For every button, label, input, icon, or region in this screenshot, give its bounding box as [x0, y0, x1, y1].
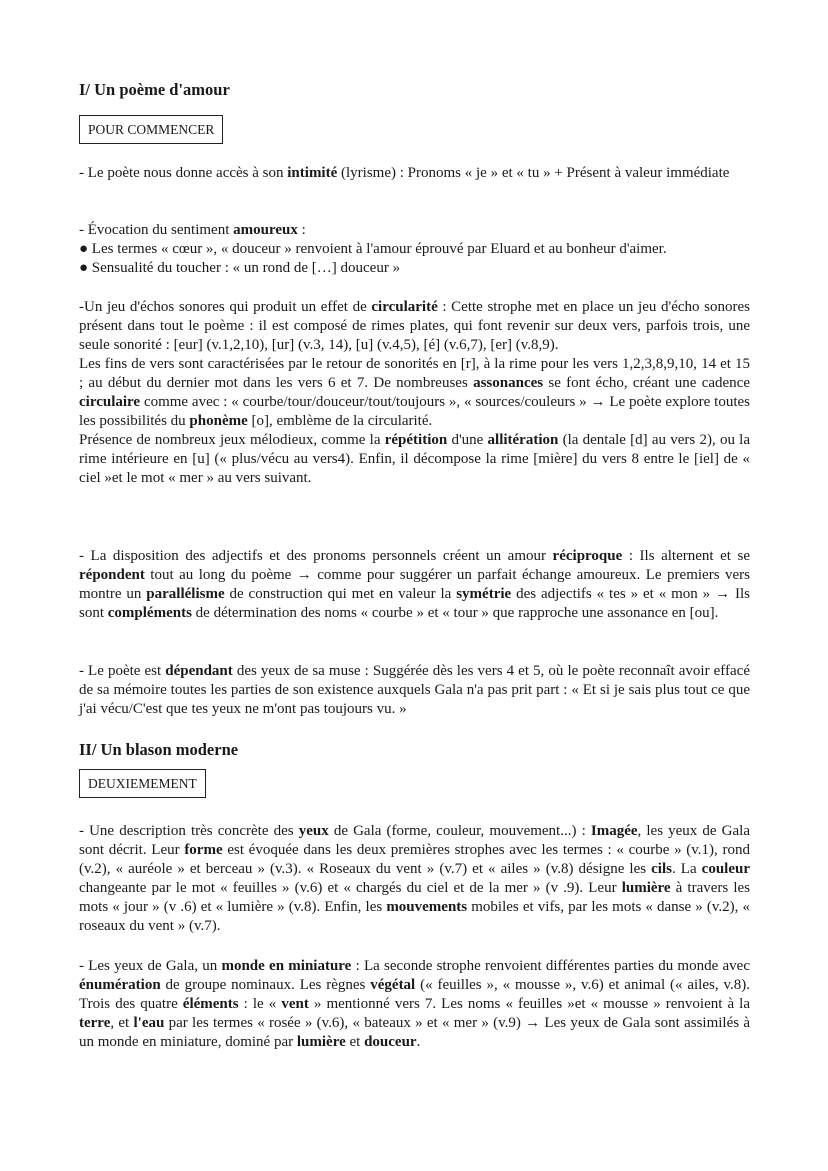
text: : La seconde strophe renvoient différentes parties du monde avec — [351, 958, 750, 974]
text: de Gala (forme, couleur, mouvement...) : — [328, 823, 591, 839]
paragraph-description — [79, 822, 750, 936]
text: se font écho, créant une cadence — [543, 375, 751, 391]
text: comme avec : « courbe/tour/douceur/tout/toujours », « sources/couleurs » → Le poète explore toutes les possibilités du — [79, 394, 750, 429]
text: Les fins de vers sont caractérisées par le retour de sonorités en [r], à la rime pour les vers 1,2,3,8,9,10, 14 et 15 ; au début du dernier mot dans les vers 6 et 7. De nombreuses — [79, 356, 750, 391]
bold-term: assonances — [473, 375, 544, 391]
bullet-item: ● Sensualité du toucher : « un rond de […] douceur » — [79, 260, 401, 276]
text: - La disposition des adjectifs et des pronoms personnels créent un amour — [79, 548, 553, 564]
tag-box-pour-commencer: POUR COMMENCER — [79, 115, 223, 144]
bold-term: circulaire — [79, 394, 141, 410]
bold-term: réciproque — [552, 548, 623, 564]
bold-term: cils — [651, 861, 672, 877]
text: de détermination des noms « courbe » et « tour » que rapproche une assonance en [ou]. — [191, 605, 719, 621]
bold-term: phonème — [189, 413, 248, 429]
section-title-1: I/ Un poème d'amour — [79, 80, 230, 99]
text: -Un jeu d'échos sonores qui produit un effet de — [79, 299, 372, 315]
text: , les yeux de Gala sont décrit. Leur — [79, 823, 750, 858]
bold-term: douceur — [364, 1034, 417, 1050]
text: . La — [671, 861, 702, 877]
text: par les termes « rosée » (v.6), « bateaux » et « mer » (v.9) → Les yeux de Gala sont assimilés à un monde en miniature, dominé par — [79, 1015, 751, 1050]
bold-term: terre — [79, 1015, 111, 1031]
bold-term: végétal — [370, 977, 416, 993]
bold-term: vent — [281, 996, 309, 1012]
bold-term: allitération — [487, 432, 559, 448]
text: - Le poète est — [79, 663, 166, 679]
text: : — [297, 222, 306, 238]
text: [o], emblème de la circularité. — [247, 413, 433, 429]
paragraph-intimite — [79, 164, 750, 183]
text: : Cette strophe met en place un jeu d'écho sonores présent dans tout le poème : il est composé de rimes plates, qui font revenir sur deux vers, parfois trois, une seule sonorité : [eur] (v.1,2,10), [ur] (v.3, 14), [u] (v.4,5), [é] (v.6,7), [er] (v.8,9). — [79, 299, 750, 353]
paragraph-echos — [79, 298, 750, 488]
text: , et — [110, 1015, 134, 1031]
text: des adjectifs « tes » et « mon » → Ils sont — [79, 586, 750, 621]
text: est évoquée dans les deux premières strophes avec les termes : « courbe » (v.1), rond (v.2), « auréole » et berceau » (v.3). « Roseaux du vent » (v.7) et « ailes » (v.8) désigne les — [79, 842, 750, 877]
bold-term: lumière — [621, 880, 671, 896]
text: de construction qui met en valeur la — [224, 586, 457, 602]
text: mobiles et vifs, par les mots « danse » (v.2), « roseaux du vent » (v.7). — [79, 899, 751, 934]
bold-term: éléments — [182, 996, 239, 1012]
bold-term: forme — [184, 842, 223, 858]
text: » mentionné vers 7. Les noms « feuilles »et « mousse » renvoient à la — [308, 996, 751, 1012]
paragraph-dependant — [79, 662, 750, 719]
bold-term: répondent — [79, 567, 145, 583]
text: changeante par le mot « feuilles » (v.6) et « chargés du ciel et de la mer » (v .9). Leur — [79, 880, 622, 896]
text: - Évocation du sentiment — [79, 222, 234, 238]
text: et — [345, 1034, 365, 1050]
bullet-item: ● Les termes « cœur », « douceur » renvoient à l'amour éprouvé par Eluard et au bonheur d'aimer. — [79, 241, 667, 257]
paragraph-sentiment — [79, 221, 750, 278]
paragraph-monde-miniature — [79, 957, 750, 1052]
bold-term: l'eau — [133, 1015, 165, 1031]
bold-term: compléments — [107, 605, 192, 621]
bold-term: Imagée — [590, 823, 638, 839]
text: Présence de nombreux jeux mélodieux, comme la — [79, 432, 385, 448]
text: - Une description très concrète des — [79, 823, 299, 839]
tag-box-deuxiemement: DEUXIEMEMENT — [79, 769, 206, 798]
bold-term: énumération — [79, 977, 161, 993]
bold-term: amoureux — [233, 222, 298, 238]
bold-term: monde en miniature — [221, 958, 352, 974]
text: - Le poète nous donne accès à son — [79, 165, 288, 181]
text: (lyrisme) : Pronoms « je » et « tu » + Présent à valeur immédiate — [337, 165, 730, 181]
bold-term: yeux — [298, 823, 329, 839]
section-title-2: II/ Un blason moderne — [79, 740, 239, 759]
text: d'une — [447, 432, 488, 448]
bold-term: parallélisme — [146, 586, 225, 602]
text: (« feuilles », « mousse », v.6) et animal (« ailes, v.8). Trois des quatre — [79, 977, 750, 1012]
text: de groupe nominaux. Les règnes — [160, 977, 371, 993]
bold-term: mouvements — [386, 899, 468, 915]
text: tout au long du poème → comme pour suggérer un parfait échange amoureux. Le premiers vers montre un — [79, 567, 750, 602]
text: : Ils alternent et se — [622, 548, 750, 564]
text: des yeux de sa muse : Suggérée dès les vers 4 et 5, où le poète reconnaît avoir effacé de sa mémoire toutes les parties de son existence auxquels Gala n'a pas prit part : « Et si je sais plus tout ce que j'ai vécu/C'est que tes yeux ne m'ont pas toujours vu. » — [79, 663, 750, 717]
text: à travers les mots « jour » (v .6) et « lumière » (v.8). Enfin, les — [79, 880, 750, 915]
bold-term: dépendant — [165, 663, 233, 679]
paragraph-reciproque — [79, 547, 750, 623]
bold-term: répétition — [384, 432, 448, 448]
bold-term: symétrie — [456, 586, 512, 602]
bold-term: lumière — [296, 1034, 346, 1050]
text: . — [416, 1034, 421, 1050]
text: (la dentale [d] au vers 2), ou la rime intérieure en [u] (« plus/vécu au vers4). Enfin, il décompose la rime [mière] du vers 8 entre le [iel] de « ciel »et le mot « mer » au vers suivant. — [79, 432, 750, 486]
text: : le « — [238, 996, 282, 1012]
text: - Les yeux de Gala, un — [79, 958, 222, 974]
bold-term: intimité — [287, 165, 338, 181]
bold-term: couleur — [701, 861, 750, 877]
bold-term: circularité — [371, 299, 438, 315]
